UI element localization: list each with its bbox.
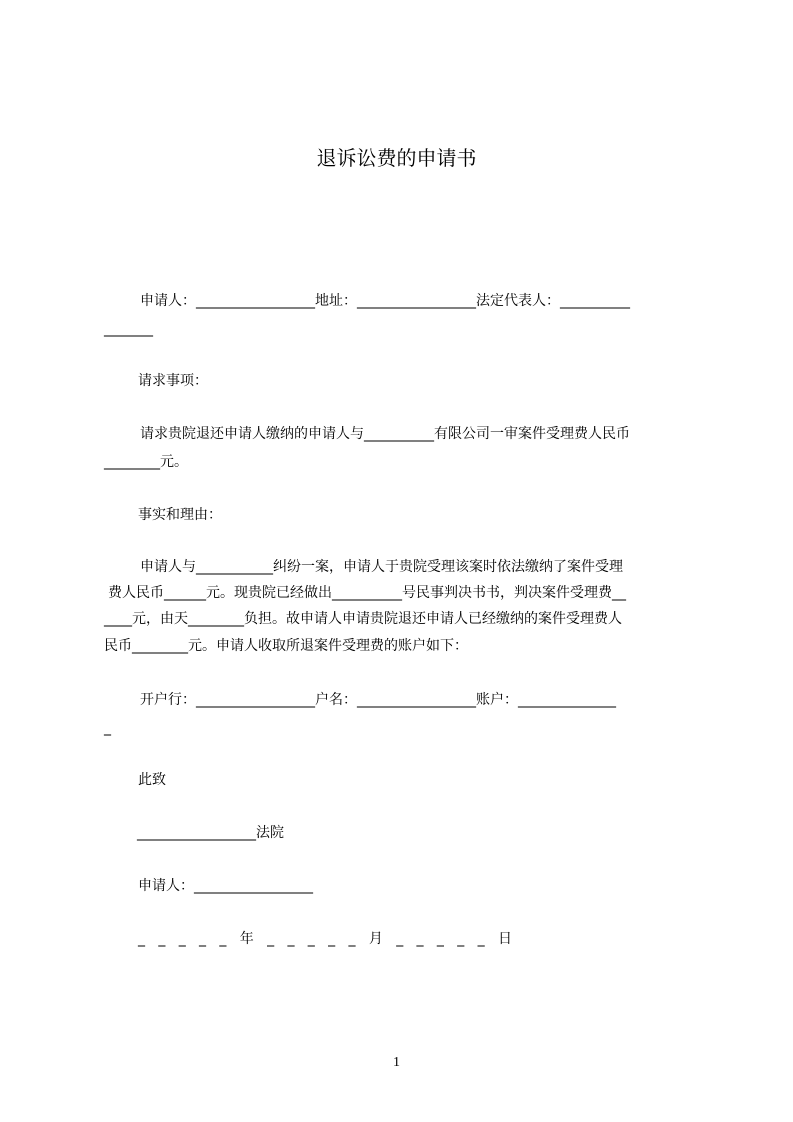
document-title: 退诉讼费的申请书 (316, 146, 477, 170)
facts-text-line-4: 民币________元。申请人收取所退案件受理费的账户如下： (104, 638, 468, 654)
bank-account-line: 开户行：_________________户名：_________________账户：______________ (140, 692, 616, 708)
court-name-line: _________________法院 (137, 825, 284, 841)
closing-salutation: 此致 (138, 772, 166, 788)
applicant-line-continuation: _______ (104, 321, 153, 337)
bank-account-line-continuation: _ (104, 720, 111, 736)
facts-text-line-2: 费人民币______元。现贵院已经做出__________号民事判决书书，判决案件受理费__ (108, 585, 626, 601)
request-text-continuation: ________元。 (104, 454, 188, 470)
date-line: _ _ _ _ _ 年 _ _ _ _ _ 月 _ _ _ _ _ 日 (138, 931, 512, 947)
signature-line: 申请人：_________________ (138, 878, 313, 894)
applicant-line: 申请人：_________________地址：_________________法定代表人：__________ (140, 293, 630, 309)
request-text: 请求贵院退还申请人缴纳的申请人与__________有限公司一审案件受理费人民币 (140, 426, 630, 442)
request-heading: 请求事项： (138, 373, 208, 389)
facts-heading: 事实和理由： (138, 507, 222, 523)
page-number: 1 (393, 1055, 400, 1070)
facts-text-line-1: 申请人与___________纠纷一案，申请人于贵院受理该案时依法缴纳了案件受理 (140, 559, 623, 575)
facts-text-line-3: ____元，由天________负担。故申请人申请贵院退还申请人已经缴纳的案件受理费人 (104, 611, 622, 627)
